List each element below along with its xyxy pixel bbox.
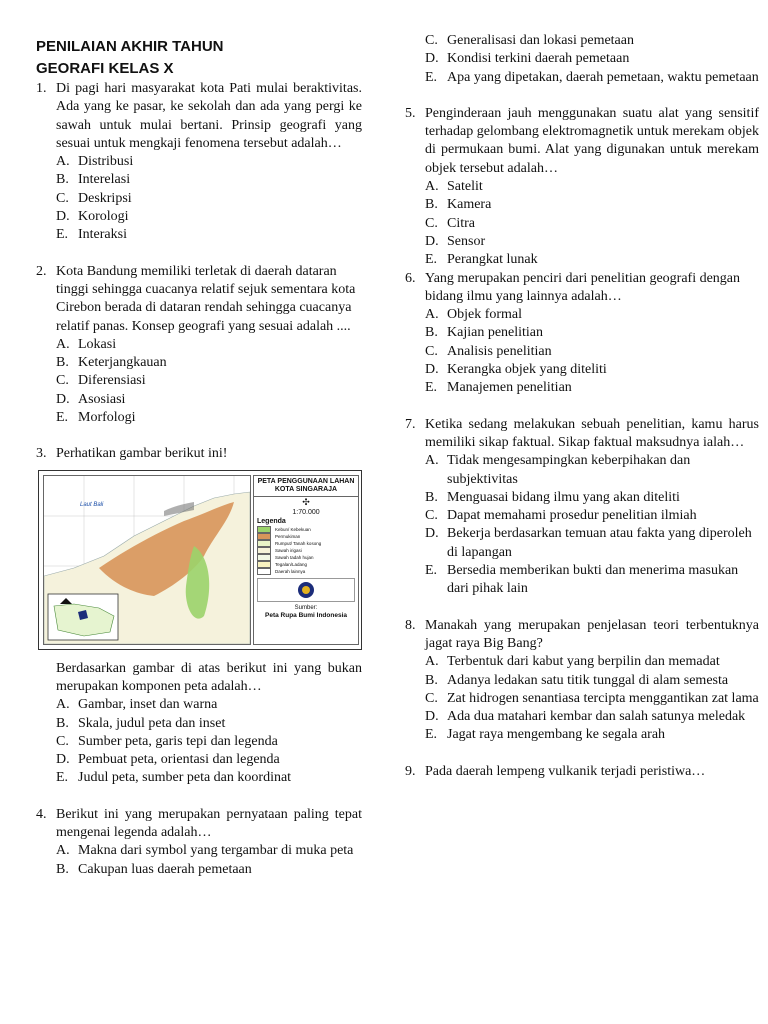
option-c[interactable]: C. Deskripsi xyxy=(56,190,132,206)
option-d[interactable]: D. Sensor xyxy=(425,233,486,249)
option-c[interactable]: C. Analisis penelitian xyxy=(425,343,552,359)
legend-item: Permukiman xyxy=(254,533,358,540)
map-legend-panel xyxy=(253,475,359,645)
question-stem: Berikut ini yang merupakan pernyataan paling tepat mengenai legenda adalah… xyxy=(56,806,362,841)
question-3-prompt: Berdasarkan gambar di atas berikut ini yang bukan merupakan komponen peta adalah… xyxy=(56,660,362,694)
legend-item: Kebun/ Kebekuan xyxy=(254,526,358,533)
option-b[interactable]: B. Skala, judul peta dan inset xyxy=(56,715,226,731)
option-list xyxy=(56,842,362,879)
option-d[interactable]: D. Kerangka objek yang diteliti xyxy=(425,362,607,378)
option-a[interactable]: A. Makna dari symbol yang tergambar di muka peta xyxy=(56,843,354,859)
question-stem: Ketika sedang melakukan sebuah penelitian, kamu harus memiliki sikap faktual. Sikap faktual maksudnya ialah… xyxy=(425,416,759,450)
option-list xyxy=(56,696,362,787)
question-2 xyxy=(36,263,362,428)
question-6 xyxy=(405,270,759,398)
question-number: 8. xyxy=(405,617,416,633)
map-drawing xyxy=(44,476,250,644)
option-d[interactable]: D. Ada dua matahari kembar dan salah satunya meledak xyxy=(425,709,746,725)
question-stem: Manakah yang merupakan penjelasan teori terbentuknya jagat raya Big Bang? xyxy=(425,617,759,651)
option-a[interactable]: A. Terbentuk dari kabut yang berpilin dan memadat xyxy=(425,654,720,670)
option-b[interactable]: B. Adanya ledakan satu titik tunggal di alam semesta xyxy=(425,672,729,688)
option-d[interactable]: D. Bekerja berdasarkan temuan atau fakta yang diperoleh di lapangan xyxy=(425,526,752,560)
legend-item: Sawah irigasi xyxy=(254,547,358,554)
question-4-continued xyxy=(405,32,759,87)
option-e[interactable]: E. Judul peta, sumber peta dan koordinat xyxy=(56,770,292,786)
question-stem: Kota Bandung memiliki terletak di daerah dataran tinggi sehingga cuacanya relatif sejuk sementara kota Cirebon berada di dataran rendah sehingga cuacanya relatif panas. Konsep geografi yang sesuai adalah .... xyxy=(56,263,356,334)
option-list xyxy=(425,178,759,269)
legend-title: Legenda xyxy=(257,517,286,525)
option-d[interactable]: D. Pembuat peta, orientasi dan legenda xyxy=(56,752,280,768)
question-4 xyxy=(36,806,362,879)
question-stem: Pada daerah lempeng vulkanik terjadi peristiwa… xyxy=(425,763,706,779)
option-list xyxy=(56,336,362,427)
legend-item: Rumput/ Tanah kosong xyxy=(254,540,358,547)
question-number: 1. xyxy=(36,81,47,96)
question-number: 2. xyxy=(36,263,47,279)
exam-subtitle: GEORAFI KELAS X xyxy=(36,60,174,77)
legend-item: Sawah tadah hujan xyxy=(254,554,358,561)
option-a[interactable]: A. Distribusi xyxy=(56,154,134,170)
land-use-map-figure xyxy=(38,470,362,650)
question-1 xyxy=(36,80,362,245)
option-c[interactable]: C. Sumber peta, garis tepi dan legenda xyxy=(56,733,278,749)
option-b[interactable]: B. Interelasi xyxy=(56,172,131,188)
question-9 xyxy=(405,763,759,781)
question-3 xyxy=(36,445,362,463)
option-e[interactable]: E. Perangkat lunak xyxy=(425,252,538,268)
map-title: PETA PENGGUNAAN LAHAN KOTA SINGARAJA xyxy=(254,476,358,497)
question-7 xyxy=(405,416,759,599)
option-c[interactable]: C. Dapat memahami prosedur penelitian ilmiah xyxy=(425,508,697,524)
question-number: 6. xyxy=(405,270,416,286)
option-d[interactable]: D. Kondisi terkini daerah pemetaan xyxy=(425,51,630,67)
left-column xyxy=(36,0,362,879)
option-c[interactable]: C. Citra xyxy=(425,215,475,231)
option-a[interactable]: A. Objek formal xyxy=(425,307,523,323)
option-e[interactable]: E. Apa yang dipetakan, daerah pemetaan, waktu pemetaan xyxy=(425,69,759,85)
right-column xyxy=(405,32,759,781)
question-stem: Yang merupakan penciri dari penelitian geografi dengan bidang ilmu yang lainnya adalah… xyxy=(425,270,741,304)
question-stem: Di pagi hari masyarakat kota Pati mulai beraktivitas. Ada yang ke pasar, ke sekolah dan ada yang pergi ke sawah untuk mulai bertani. Prinsip geografi yang sesuai untuk mengkaji fenomena tersebut adalah… xyxy=(56,81,362,151)
option-c[interactable]: C. Generalisasi dan lokasi pemetaan xyxy=(425,33,634,48)
option-e[interactable]: E. Manajemen penelitian xyxy=(425,380,572,396)
question-5 xyxy=(405,105,759,270)
legend-item: Daerah lainnya xyxy=(254,568,358,575)
option-b[interactable]: B. Kamera xyxy=(425,197,492,213)
option-list xyxy=(425,653,759,744)
question-stem: Perhatikan gambar berikut ini! xyxy=(56,446,228,462)
option-d[interactable]: D. Asosiasi xyxy=(56,391,126,407)
sea-label: Laut Bali xyxy=(80,501,104,508)
question-number: 7. xyxy=(405,416,416,432)
exam-title: PENILAIAN AKHIR TAHUN xyxy=(36,38,224,55)
question-number: 4. xyxy=(36,806,47,822)
option-e[interactable]: E. Interaksi xyxy=(56,227,127,243)
option-e[interactable]: E. Jagat raya mengembang ke segala arah xyxy=(425,727,666,743)
option-list xyxy=(56,153,362,244)
question-number: 5. xyxy=(405,105,416,121)
question-number: 9. xyxy=(405,763,416,779)
map-scale: 1:70.000 xyxy=(292,508,320,516)
option-a[interactable]: A. Tidak mengesampingkan keberpihakan dan subjektivitas xyxy=(425,453,691,487)
option-list xyxy=(425,306,759,397)
legend-item: Tegalan/Ladang xyxy=(254,561,358,568)
option-a[interactable]: A. Gambar, inset dan warna xyxy=(56,697,218,713)
question-8 xyxy=(405,617,759,745)
map-frame xyxy=(43,475,251,645)
option-b[interactable]: B. Cakupan luas daerah pemetaan xyxy=(56,861,252,877)
option-list xyxy=(425,32,759,87)
option-a[interactable]: A. Lokasi xyxy=(56,336,117,352)
option-c[interactable]: C. Diferensiasi xyxy=(56,373,146,389)
option-b[interactable]: B. Kajian penelitian xyxy=(425,325,544,341)
compass-icon: ✣ xyxy=(302,496,310,507)
option-list xyxy=(425,452,759,598)
source-value: Peta Rupa Bumi Indonesia xyxy=(265,611,347,619)
option-b[interactable]: B. Menguasai bidang ilmu yang akan diteliti xyxy=(425,489,680,505)
option-d[interactable]: D. Korologi xyxy=(56,209,129,225)
option-e[interactable]: E. Morfologi xyxy=(56,410,136,426)
institution-logo-icon xyxy=(257,578,355,602)
header xyxy=(36,0,362,80)
question-stem: Penginderaan jauh menggunakan suatu alat yang sensitif terhadap gelombang elektromagnetik untuk merekam objek di permukaan bumi. Alat yang digunakan untuk merekam objek tersebut adalah… xyxy=(425,105,759,176)
source-label: Sumber: xyxy=(294,604,318,611)
option-b[interactable]: B. Keterjangkauan xyxy=(56,355,167,371)
option-c[interactable]: C. Zat hidrogen senantiasa tercipta menggantikan zat lama xyxy=(425,690,759,706)
question-number: 3. xyxy=(36,446,47,462)
option-e[interactable]: E. Bersedia memberikan bukti dan menerima masukan dari pihak lain xyxy=(425,563,739,597)
option-a[interactable]: A. Satelit xyxy=(425,179,483,195)
